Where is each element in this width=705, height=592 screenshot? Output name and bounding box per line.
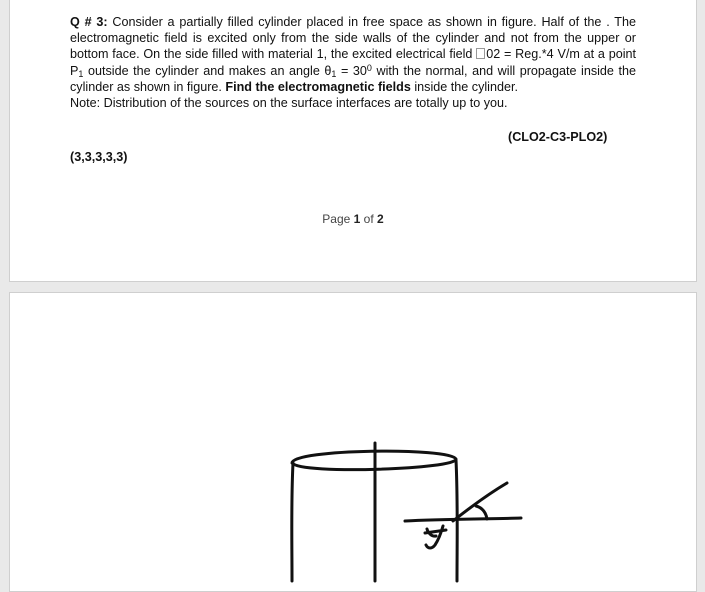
- clo-tag: (CLO2-C3-PLO2): [508, 130, 608, 144]
- question-body-continued: with the normal, and will propagate inside the cylinder as shown in figure.: [70, 63, 636, 94]
- missing-glyph-icon: [476, 48, 485, 59]
- incident-ray: [453, 483, 507, 521]
- angle-arc: [476, 506, 487, 519]
- page-current: 1: [353, 212, 361, 226]
- point-subscript: 1: [78, 68, 84, 79]
- question-text: [70, 14, 636, 111]
- find-instruction: Find the electromagnetic fields: [225, 79, 411, 94]
- field-value: 02 = Reg.*4 V/m at a point P: [70, 47, 636, 78]
- handwritten-y: [425, 526, 446, 548]
- question-label: Q # 3:: [70, 15, 108, 29]
- cylinder-figure: [10, 293, 698, 583]
- angle-text: outside the cylinder and makes an angle θ: [83, 63, 332, 78]
- document-page-1: [9, 0, 697, 282]
- page-total: 2: [377, 212, 384, 226]
- page-prefix: Page: [322, 212, 354, 226]
- normal-line: [405, 518, 521, 521]
- question-body: Consider a partially filled cylinder placed in free space as shown in figure. Half of the . The electromagnetic field is excited only from the side walls of the cylinder and not from the upper or bottom face. On the side filled with material 1, the excited electrical field: [70, 15, 636, 62]
- angle-value: = 30: [336, 63, 367, 78]
- theta-subscript: 1: [331, 68, 337, 79]
- question-body-end: inside the cylinder.: [410, 79, 518, 94]
- page-indicator: [10, 212, 696, 226]
- page-of: of: [360, 212, 378, 226]
- document-page-2: [9, 292, 697, 592]
- marks-distribution: (3,3,3,3,3): [70, 150, 128, 164]
- degree-superscript: 0: [366, 62, 372, 73]
- question-note: Note: Distribution of the sources on the surface interfaces are totally up to you.: [70, 96, 508, 111]
- cylinder-left-wall: [292, 463, 293, 581]
